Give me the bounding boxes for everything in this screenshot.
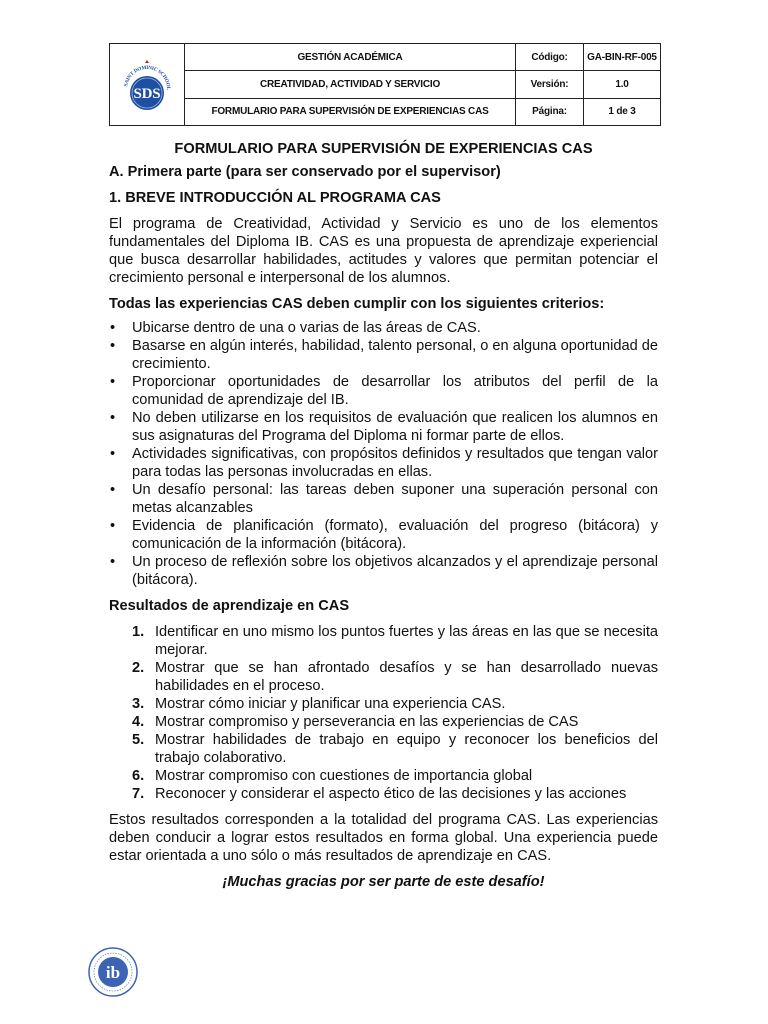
result-number: 2. <box>132 660 145 676</box>
criteria-item: • Actividades significativas, con propósitos definidos y resultados que tengan valor para todas las personas involucradas en ellas. <box>109 445 658 481</box>
criteria-item: • Proporcionar oportunidades de desarrollar los atributos del perfil de la comunidad de aprendizaje del IB. <box>109 373 658 409</box>
result-text: Identificar en uno mismo los puntos fuertes y las áreas en las que se necesita mejorar. <box>155 624 658 658</box>
criteria-list <box>109 319 658 589</box>
ib-logo-letters: ib <box>105 963 121 982</box>
criteria-item: • Basarse en algún interés, habilidad, talento personal, o en alguna oportunidad de crecimiento. <box>109 337 658 373</box>
result-item <box>109 713 658 731</box>
result-item <box>109 695 658 713</box>
criteria-item: • Ubicarse dentro de una o varias de las áreas de CAS. <box>109 319 658 337</box>
result-text: Mostrar habilidades de trabajo en equipo y reconocer los beneficios del trabajo colaborativo. <box>155 732 658 766</box>
result-number: 4. <box>132 714 145 730</box>
criteria-heading: Todas las experiencias CAS deben cumplir con los siguientes criterios: <box>109 296 605 312</box>
section-title: 1. BREVE INTRODUCCIÓN AL PROGRAMA CAS <box>109 190 441 206</box>
document-header-table <box>109 43 661 126</box>
result-item <box>109 767 658 785</box>
header-label-page: Página: <box>516 98 584 125</box>
criteria-item: • No deben utilizarse en los requisitos de evaluación que realicen los alumnos en sus asignaturas del Programa del Diploma ni formar parte de ellos. <box>109 409 658 445</box>
header-label-code: Código: <box>516 44 584 71</box>
header-value-page: 1 de 3 <box>584 98 661 125</box>
criteria-item: • Evidencia de planificación (formato), evaluación del progreso (bitácora) y comunicación de la información (bitácora). <box>109 517 658 553</box>
criteria-item: • Un proceso de reflexión sobre los objetivos alcanzados y el aprendizaje personal (bitácora). <box>109 553 658 589</box>
ib-logo-icon <box>87 946 139 998</box>
header-value-code: GA-BIN-RF-005 <box>584 44 661 71</box>
document-body <box>109 140 658 891</box>
results-list <box>109 623 658 803</box>
closing-paragraph: Estos resultados corresponden a la totalidad del programa CAS. Las experiencias deben conducir a lograr estos resultados en forma global. Una experiencia puede estar orientada a uno sólo o más resultados de aprendizaje en CAS. <box>109 812 658 864</box>
header-title-2: CREATIVIDAD, ACTIVIDAD Y SERVICIO <box>185 71 516 98</box>
header-title-3: FORMULARIO PARA SUPERVISIÓN DE EXPERIENCIAS CAS <box>185 98 516 125</box>
result-text: Mostrar cómo iniciar y planificar una experiencia CAS. <box>155 696 506 712</box>
result-text: Mostrar compromiso con cuestiones de importancia global <box>155 768 533 784</box>
document-title: FORMULARIO PARA SUPERVISIÓN DE EXPERIENCIAS CAS <box>174 141 593 157</box>
result-item <box>109 659 658 695</box>
ib-logo <box>87 946 139 1003</box>
school-logo <box>119 53 175 117</box>
school-logo-initials: SDS <box>133 85 161 102</box>
result-text: Mostrar que se han afrontado desafíos y se han desarrollado nuevas habilidades en el proceso. <box>155 660 658 694</box>
header-value-version: 1.0 <box>584 71 661 98</box>
school-logo-icon <box>119 53 175 117</box>
result-text: Mostrar compromiso y perseverancia en las experiencias de CAS <box>155 714 579 730</box>
result-number: 5. <box>132 732 145 748</box>
result-item <box>109 623 658 659</box>
header-label-version: Versión: <box>516 71 584 98</box>
result-text: Reconocer y considerar el aspecto ético de las decisiones y las acciones <box>155 786 627 802</box>
result-item <box>109 731 658 767</box>
result-number: 7. <box>132 786 145 802</box>
document-subtitle: A. Primera parte (para ser conservado por el supervisor) <box>109 164 501 180</box>
header-title-1: GESTIÓN ACADÉMICA <box>185 44 516 71</box>
school-logo-cell <box>110 44 185 126</box>
result-number: 3. <box>132 696 145 712</box>
school-logo-text: SAINT DOMINIC SCHOOL <box>123 64 172 90</box>
intro-paragraph: El programa de Creatividad, Actividad y Servicio es uno de los elementos fundamentales del Diploma IB. CAS es una propuesta de aprendizaje experiencial que busca desarrollar habilidades, actitudes y valores que permitan potenciar el crecimiento personal e interpersonal de los alumnos. <box>109 216 658 286</box>
thanks-message: ¡Muchas gracias por ser parte de este desafío! <box>222 874 545 890</box>
result-number: 1. <box>132 624 145 640</box>
criteria-item: • Un desafío personal: las tareas deben suponer una superación personal con metas alcanzables <box>109 481 658 517</box>
results-heading: Resultados de aprendizaje en CAS <box>109 598 350 614</box>
result-item <box>109 785 658 803</box>
result-number: 6. <box>132 768 145 784</box>
